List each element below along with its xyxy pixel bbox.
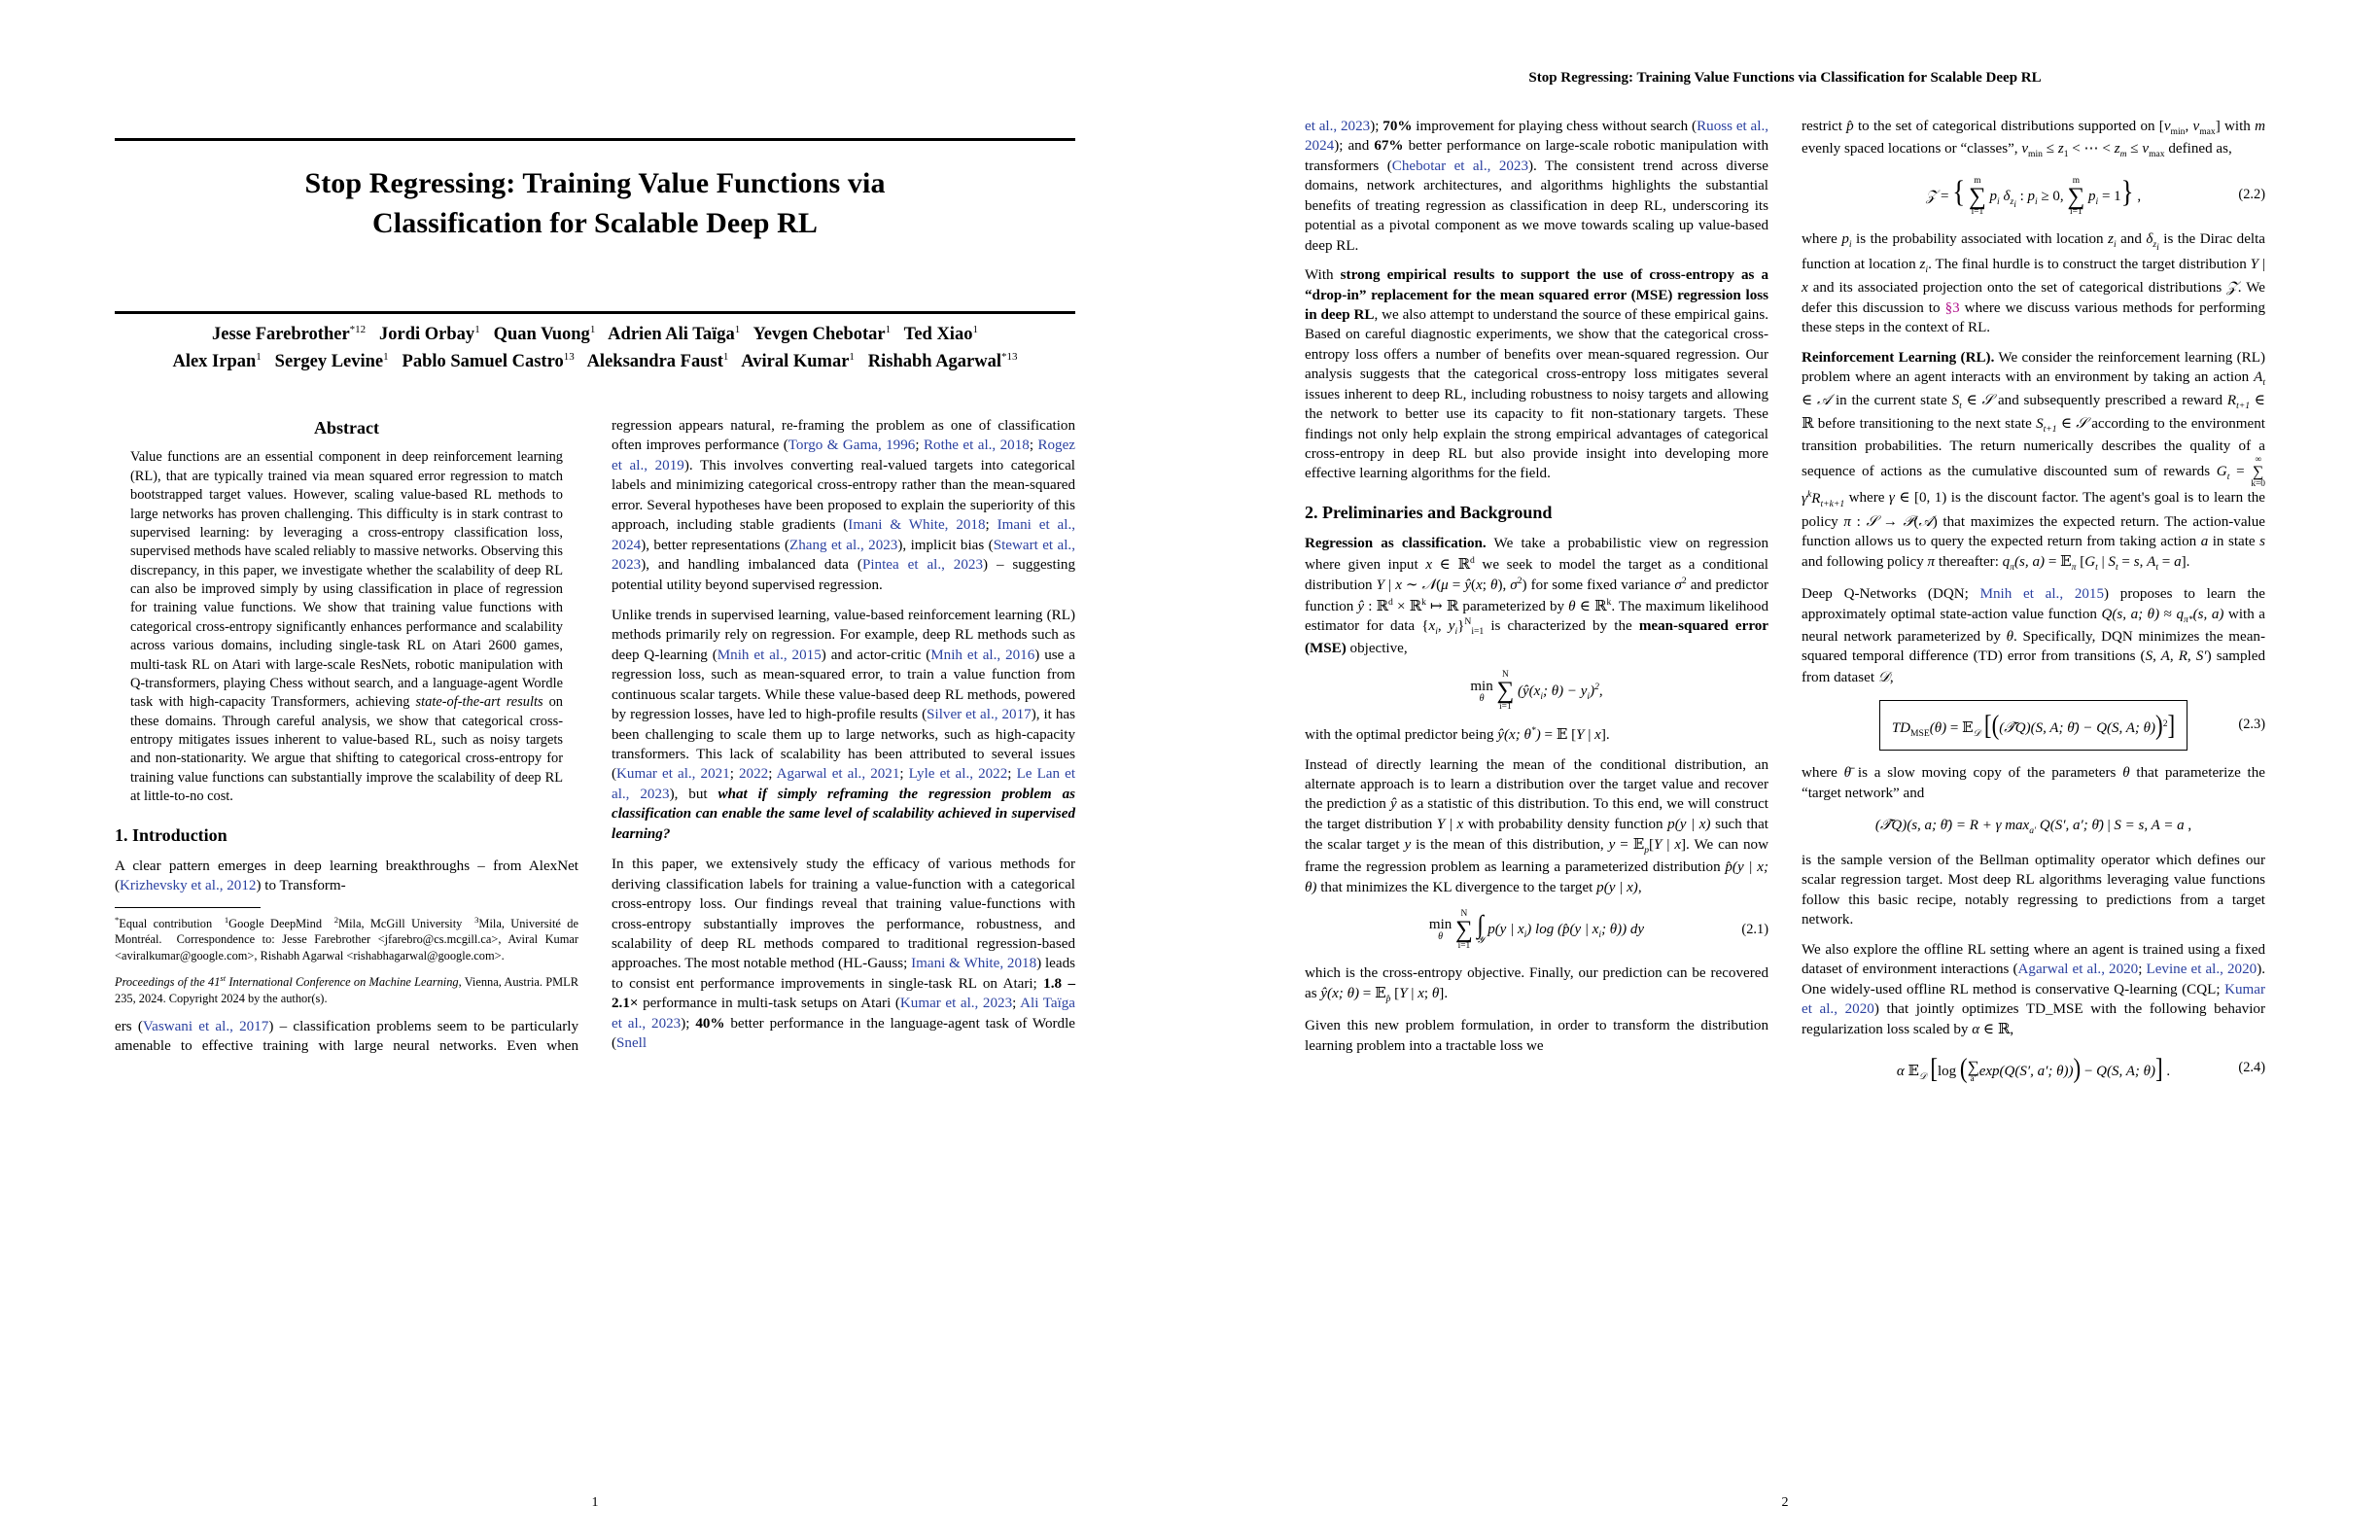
p2-col1-paragraph-5: Instead of directly learning the mean of the conditional distribution, an alternate approach is to learn a distribution over the target value and recover the prediction ŷ as a statistic of this distribution. To this end, we will construct the target distribution Y | x with probability density function p(y | x) such that the scalar target y is the mean of this distribution, y = 𝔼$_p$[Y | x]. We can now frame the regression problem as learning a parameterized distribution p̂(y | x; θ) that minimizes the KL divergence to the target p(y | x), (1305, 756, 1768, 895)
author-line-1 (97, 321, 1093, 348)
abstract-heading: Abstract (314, 418, 379, 438)
page-1-body (115, 416, 1075, 1472)
section-heading-introduction: 1. Introduction (115, 824, 228, 845)
equation-2-3-number: (2.3) (2238, 717, 2265, 733)
footnote-block (115, 907, 578, 1007)
abstract-text (115, 448, 578, 806)
author-list (97, 321, 1093, 375)
page-number: 1 (591, 1495, 599, 1510)
citation-link[interactable]: Pintea et al., 2023 (861, 557, 983, 574)
citation-link[interactable]: Kumar et al., 2021 (616, 766, 730, 783)
citation-link[interactable]: Chebotar et al., 2023 (1391, 158, 1529, 174)
page-2-body (1305, 117, 2265, 1472)
p2-col1-paragraph-4: with the optimal predictor being ŷ(x; θ*) = 𝔼 [Y | x]. (1305, 725, 1610, 744)
author: Quan Vuong$^1$ (493, 323, 596, 344)
p2-col1-paragraph-2: With strong empirical results to support the use of cross-entropy as a “drop-in” replacement for the mean squared error (MSE) regression loss in deep RL, we also attempt to understand the source of these empirical gains. Based on careful diagnostic experiments, we show that the categorical cross-entropy loss offers a number of benefits over mean-squared regression. Our analysis suggests that the categorical cross-entropy loss mitigates several issues inherent to deep RL, including robustness to noisy targets and allowing the network to better use its capacity to fit non-stationary targets. These findings not only help explain the strong empirical advantages of categorical cross-entropy in deep RL but also provide insight into developing more effective learning algorithms for the field. (1305, 267, 1768, 482)
citation-link[interactable]: Imani & White, 2018 (848, 517, 986, 534)
citation-link[interactable]: Le Lan et al., 2023 (612, 766, 1076, 802)
author-line-2 (97, 348, 1093, 375)
citation-link[interactable]: Rothe et al., 2018 (923, 438, 1030, 454)
p2-col1-paragraph-7: Given this new problem formulation, in order to transform the distribution learning problem into a tractable loss we (1305, 1018, 1768, 1054)
abstract-paragraph: Value functions are an essential component in deep reinforcement learning (RL), that are typically trained via mean squared error regression to match bootstrapped target values. However, scaling value-based RL methods to large networks has proven challenging. This difficulty is in stark contrast to supervised learning: by leveraging a cross-entropy classification loss, supervised methods have scaled reliably to massive networks. Observing this discrepancy, in this paper, we investigate whether the scalability of deep RL can also be improved simply by using classification in place of regression for training value functions. We show that training value functions with categorical cross-entropy significantly enhances performance and scalability across various domains, including single-task RL on Atari 2600 games, multi-task RL on Atari with large-scale ResNets, robotic manipulation with Q-transformers, playing Chess without search, and a language-agent Wordle task with high-capacity Transformers, achieving state-of-the-art results on these domains. Through careful analysis, we show that categorical cross-entropy mitigates issues inherent to value-based RL, such as noisy targets and non-stationarity. We argue that shifting to categorical cross-entropy for training value functions can substantially improve the scalability of deep RL at little-to-no cost. (130, 449, 563, 805)
col2-paragraph-2: Unlike trends in supervised learning, value-based reinforcement learning (RL) methods primarily rely on regression. For example, deep RL methods such as deep Q-learning (Mnih et al., 2015) and actor-critic (Mnih et al., 2016) use a regression loss, such as mean-squared error, to train a value function from continuous scalar targets. While these value-based deep RL methods, powered by regression losses, have led to high-profile results (Silver et al., 2017), it has been challenging to scale them up to large networks, such as high-capacity transformers. This lack of scalability has been attributed to several issues (Kumar et al., 2021; 2022; Agarwal et al., 2021; Lyle et al., 2022; Le Lan et al., 2023), but what if simply reframing the regression problem as classification can enable the same level of scalability achieved in supervised learning? (612, 607, 1076, 842)
author: Aleksandra Faust$^1$ (586, 350, 729, 372)
citation-link[interactable]: Mnih et al., 2016 (930, 647, 1035, 663)
equation-2-4-number: (2.4) (2238, 1060, 2265, 1076)
equation-bellman-operator (1802, 816, 2265, 838)
title-rule-top (115, 138, 1075, 141)
p2-col2-paragraph-1: restrict p̂ to the set of categorical distributions supported on [$v_{min}$, $v_{max}$] with m evenly spaced locations or “classes”, $v_{min} \le z_1$ < ⋯ < $z_m \le v_{max}$ defined as, (1802, 119, 2266, 160)
publication-note: Proceedings of the 41st International Conference on Machine Learning, Vienna, Austria. PMLR 235, 2024. Copyright 2024 by the author(s). (115, 973, 578, 1005)
p2-col2-paragraph-7: We also explore the offline RL setting where an agent is trained using a fixed dataset of environment interactions (Agarwal et al., 2020; Levine et al., 2020). One widely-used offline RL method is conservative Q-learning (CQL; Kumar et al., 2020) that jointly optimizes TD_MSE with the following behavior regularization loss scaled by α ∈ ℝ, (1802, 941, 2265, 1038)
author: Ted Xiao$^1$ (903, 323, 978, 344)
page-title (115, 163, 1075, 244)
citation-link[interactable]: Imani & White, 2018 (911, 956, 1037, 972)
title-rule-bottom (115, 311, 1075, 314)
equation-2-4-body: α 𝔼$_𝒟$ [log ( ∑ a′ exp(Q(S′, a′; θ))) − Q(S, A; θ)] . (1896, 1052, 2171, 1085)
col2-paragraph-1: ers (Vaswani et al., 2017) – classification problems seem to be particularly amenable to effective training with large neural networks. Even when regression appears natural, re-framing the problem as one of classification often improves performance (Torgo & Gama, 1996; Rothe et al., 2018; Rogez et al., 2019). This involves converting real-valued targets into categorical labels and minimizing categorical cross-entropy rather than the mean-squared error. Several hypotheses have been proposed to explain the superiority of this approach, including stable gradients (Imani & White, 2018; Imani et al., 2024), better representations (Zhang et al., 2023), implicit bias (Stewart et al., 2023), and handling imbalanced data (Pintea et al., 2023) – suggesting potential utility beyond supervised regression. (115, 418, 1075, 1054)
equation-2-1-number: (2.1) (1741, 922, 1768, 938)
citation-link[interactable]: Snell (616, 1035, 648, 1052)
citation-link[interactable]: Kumar et al., 2020 (1802, 981, 2265, 1018)
equation-mse-body: min θ N ∑ i=1 ($ŷ(x_i$; $\theta) - y_i)^2$, (1470, 670, 1603, 713)
title-line-2: Classification for Scalable Deep RL (372, 207, 818, 240)
page-number: 2 (1781, 1495, 1789, 1510)
equation-2-2-number: (2.2) (2238, 187, 2265, 203)
citation-link[interactable]: Levine et al., 2020 (2146, 962, 2258, 978)
citation-link[interactable]: Lyle et al., 2022 (908, 766, 1008, 783)
p2-col2-paragraph-2: where $p_i$ is the probability associated with location $z_i$ and $\delta_{z_i}$ is the Dirac delta function at location $z_i$. The final hurdle is to construct the target distribution Y | x and its associated projection onto the set of categorical distributions 𝒵. We defer this discussion to §3 where we discuss various methods for performing these steps in the context of RL. (1802, 231, 2266, 336)
citation-link[interactable]: Mnih et al., 2015 (717, 647, 822, 663)
footnote-text (115, 915, 578, 1007)
page-2 (1190, 0, 2380, 1540)
p2-col2-paragraph-3: Reinforcement Learning (RL). We consider the reinforcement learning (RL) problem where an agent interacts with an environment by taking an action $A_t$ ∈ 𝒜 in the current state $S_t$ ∈ 𝒮 and subsequently prescribed a reward $R_{t+1}$ ∈ ℝ before transitioning to the next state $S_{t+1}$ ∈ 𝒮 according to the environment transition probabilities. The return numerically describes the quality of a sequence of actions as the cumulative discounted sum of rewards $G_t$ = ∞ ∑ k=0 $\gamma^kR_{t+k+1}$ where γ ∈ [0, 1) is the discount factor. The agent's goal is to learn the policy π : 𝒮 → 𝒫(𝒜) that maximizes the expected return. The action-value function allows us to query the expected return from taking action a in state s and following policy π thereafter: $q_\pi(s$, a) = 𝔼$_\pi$ [$G_t$ | $S_t = s$, $A_t = a$]. (1802, 349, 2266, 574)
equation-2-3 (1802, 700, 2265, 751)
citation-link[interactable]: Ali Taïga et al., 2023 (612, 996, 1076, 1032)
author: Aviral Kumar$^1$ (741, 350, 855, 372)
citation-link[interactable]: Torgo & Gama, 1996 (788, 438, 916, 454)
citation-link[interactable]: Vaswani et al., 2017 (142, 1018, 269, 1034)
intro-paragraph-1: A clear pattern emerges in deep learning breakthroughs – from AlexNet (Krizhevsky et al., 2012) to Transform- (115, 858, 578, 894)
equation-2-2-body: 𝒵 = { m ∑ i=1 $p_i$ $\delta_{z_i}$ : $p_i \ge 0$, m ∑ i=1 $p_i = 1$} , (1925, 174, 2142, 218)
citation-link[interactable]: Ruoss et al., 2024 (1305, 119, 1768, 155)
author: Jesse Farebrother$^{*12}$ (212, 323, 367, 344)
equation-2-4 (1802, 1053, 2265, 1084)
author: Sergey Levine$^1$ (274, 350, 389, 372)
equation-bellman-operator-body: (𝒯̂Q)(s, a; θ̄) = R + γ $\max_{a'} Q(S'$, a′; θ̄) | S = s, A = a , (1874, 818, 2192, 836)
equation-2-1 (1305, 910, 1768, 951)
author: Adrien Ali Taïga$^1$ (608, 323, 741, 344)
p2-col2-paragraph-6: is the sample version of the Bellman optimality operator which defines our scalar regression target. Most deep RL algorithms leveraging value functions follow this basic recipe, notably regressing to predictions from a target network. (1802, 852, 2265, 928)
citation-link[interactable]: Silver et al., 2017 (927, 707, 1032, 723)
p2-col1-paragraph-6: which is the cross-entropy objective. Finally, our prediction can be recovered as ŷ(x; θ) = 𝔼$_{p̂}$ [Y | x; θ]. (1305, 964, 1768, 1005)
section-heading-preliminaries: 2. Preliminaries and Background (1305, 502, 1553, 522)
citation-link[interactable]: Rogez et al., 2019 (612, 438, 1075, 473)
p2-col1-paragraph-3: Regression as classification. We take a probabilistic view on regression where given input x ∈ ℝ$^d$ we seek to model the target as a conditional distribution Y | x ∼ 𝒩(μ = ŷ(x; θ), $\sigma^2$) for some fixed variance $\sigma^2$ and predictor function ŷ : ℝ$^d$ × ℝ$^k$ ↦ ℝ parameterized by θ ∈ ℝ$^k$. The maximum likelihood estimator for data {$x_i$, $y_i\}^N_{i=1}$ is characterized by the mean-squared error (MSE) objective, (1305, 536, 1769, 657)
p2-col2-paragraph-4: Deep Q-Networks (DQN; Mnih et al., 2015) proposes to learn the approximately optimal state-action value function Q(s, a; $\theta) \approx q_{\pi*}(s$, a) with a neural network parameterized by θ. Specifically, DQN minimizes the mean-squared temporal difference (TD) error from transitions (S, A, R, S′) sampled from dataset 𝒟, (1802, 586, 2265, 685)
citation-link[interactable]: Agarwal et al., 2021 (776, 766, 900, 783)
author: Yevgen Chebotar$^1$ (752, 323, 892, 344)
author: Alex Irpan$^1$ (172, 350, 262, 372)
citation-link[interactable]: Stewart et al., 2023 (612, 537, 1075, 574)
author: Pablo Samuel Castro$^{13}$ (402, 350, 575, 372)
footnote-rule (115, 907, 261, 908)
citation-link[interactable]: et al., 2023 (1305, 119, 1371, 134)
citation-link[interactable]: Kumar et al., 2023 (899, 996, 1013, 1012)
equation-mse (1305, 671, 1768, 712)
citation-link[interactable]: Agarwal et al., 2020 (2017, 962, 2139, 978)
author: Jordi Orbay$^1$ (379, 323, 480, 344)
equation-2-3-body (1879, 700, 2188, 751)
col2-paragraph-3: In this paper, we extensively study the efficacy of various methods for deriving classification labels for training a value-function with a categorical cross-entropy loss. Our findings reveal that training value-functions with cross-entropy substantially improves the performance, robustness, and scalability of deep RL methods compared to traditional regression-based approaches. The most notable method (HL-Gauss; Imani & White, 2018) leads to consist ent performance improvements in single-task RL on Atari; 1.8 – 2.1× performance in multi-task setups on Atari (Kumar et al., 2023; Ali Taïga et al., 2023); 40% better performance in the language-agent task of Wordle (Snell (612, 857, 1076, 1052)
citation-link[interactable]: Zhang et al., 2023 (789, 537, 898, 553)
citation-link[interactable]: 2022 (739, 766, 769, 783)
author: Rishabh Agarwal$^{*13}$ (867, 350, 1018, 372)
equation-2-2 (1802, 174, 2265, 217)
citation-link[interactable]: Imani et al., 2024 (612, 517, 1075, 553)
p2-col2-paragraph-5: where θ̄ is a slow moving copy of the parameters θ that parameterize the “target network” and (1802, 765, 2265, 801)
citation-link[interactable]: Mnih et al., 2015 (1979, 586, 2105, 603)
running-header: Stop Regressing: Training Value Functions via Classification for Scalable Deep RL (1528, 70, 2042, 86)
footnote-affiliations: *Equal contribution $^1$Google DeepMind $^2$Mila, McGill University $^3$Mila, Université de Montréal. Correspondence to: Jesse Farebrother <jfarebro@cs.mcgill.ca>, Aviral Kumar <aviralkumar@google.com>, Rishabh Agarwal <rishabhagarwal@google.com>. (115, 914, 578, 962)
p2-col1-paragraph-1: et al., 2023); 70% improvement for playing chess without search (Ruoss et al., 2024); and 67% better performance on large-scale robotic manipulation with transformers (Chebotar et al., 2023). The consistent trend across diverse domains, network architectures, and algorithms highlights the substantial benefits of treating regression as classification in deep RL, underscoring its potential as a pivotal component as we move towards scaling up value-based deep RL. (1305, 119, 1768, 254)
title-line-1: Stop Regressing: Training Value Functions via (304, 167, 886, 199)
citation-link[interactable]: Krizhevsky et al., 2012 (120, 878, 257, 894)
section-reference-link[interactable]: §3 (1944, 299, 1960, 316)
equation-2-1-body: min θ N ∑ i=1 ∫ 𝒴 p(y | $x_i$) log (p̂(y | $x_i$; θ)) dy (1428, 909, 1645, 951)
equation-2-3-box: $TD_{MSE}(\theta)$ = 𝔼$_𝒟$ [((𝒯̂Q)(S, A; θ̄) − Q(S, A; θ))$^2$] (1879, 700, 2188, 751)
